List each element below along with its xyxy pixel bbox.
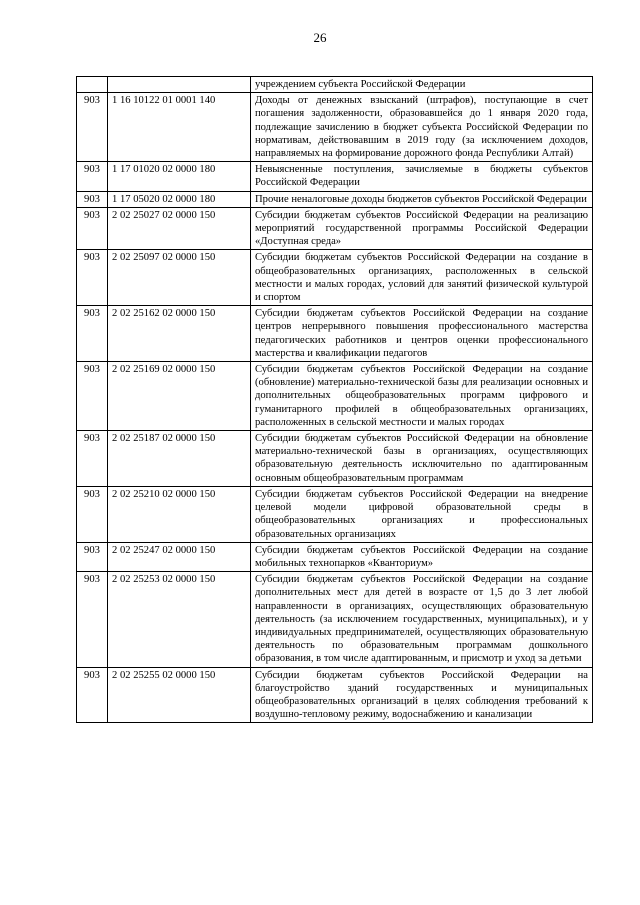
revenue-code-cell: 2 02 25027 02 0000 150 — [108, 207, 251, 250]
revenue-name-cell: Невыясненные поступления, зачисляемые в бюджеты субъектов Российской Федерации — [251, 162, 593, 191]
revenue-code-cell: 2 02 25253 02 0000 150 — [108, 572, 251, 667]
admin-code-cell: 903 — [77, 667, 108, 723]
revenue-name-cell: Субсидии бюджетам субъектов Российской Федерации на создание центров непрерывного повышения профессионального мастерства педагогических работников и центров оценки профессионального мастерства и квалификации педагогов — [251, 306, 593, 362]
admin-code-cell: 903 — [77, 306, 108, 362]
admin-code-cell: 903 — [77, 542, 108, 571]
revenue-code-cell — [108, 77, 251, 93]
admin-code-cell: 903 — [77, 431, 108, 487]
admin-code-cell — [77, 77, 108, 93]
table-row — [77, 250, 593, 306]
table-row — [77, 93, 593, 162]
revenue-code-cell: 1 17 01020 02 0000 180 — [108, 162, 251, 191]
revenue-name-cell: Прочие неналоговые доходы бюджетов субъектов Российской Федерации — [251, 191, 593, 207]
revenue-name-cell: Субсидии бюджетам субъектов Российской Федерации на благоустройство зданий государственных и муниципальных общеобразовательных организаций в целях соблюдения требований к воздушно-тепловому режиму, водоснабжению и канализации — [251, 667, 593, 723]
revenue-name-cell: Доходы от денежных взысканий (штрафов), поступающие в счет погашения задолженности, образовавшейся до 1 января 2020 года, подлежащие зачислению в бюджет субъекта Российской Федерации по нормативам, действовавшим в 2019 году (за исключением доходов, направляемых на формирование дорожного фонда Республики Алтай) — [251, 93, 593, 162]
revenue-name-cell: Субсидии бюджетам субъектов Российской Федерации на создание в общеобразовательных организациях, расположенных в сельской местности и малых городах, условий для занятий физической культурой и спортом — [251, 250, 593, 306]
admin-code-cell: 903 — [77, 162, 108, 191]
table-row — [77, 572, 593, 667]
revenue-codes-table — [76, 76, 593, 723]
revenue-code-cell: 2 02 25169 02 0000 150 — [108, 362, 251, 431]
revenue-name-cell: Субсидии бюджетам субъектов Российской Федерации на реализацию мероприятий государственной программы Российской Федерации «Доступная среда» — [251, 207, 593, 250]
table-row — [77, 162, 593, 191]
table-row — [77, 542, 593, 571]
admin-code-cell: 903 — [77, 191, 108, 207]
table-row — [77, 362, 593, 431]
revenue-name-cell: учреждением субъекта Российской Федерации — [251, 77, 593, 93]
table-row — [77, 306, 593, 362]
table-row — [77, 207, 593, 250]
revenue-code-cell: 1 16 10122 01 0001 140 — [108, 93, 251, 162]
revenue-name-cell: Субсидии бюджетам субъектов Российской Федерации на создание мобильных технопарков «Кванториум» — [251, 542, 593, 571]
table-row — [77, 77, 593, 93]
revenue-name-cell: Субсидии бюджетам субъектов Российской Федерации на внедрение целевой модели цифровой образовательной среды в общеобразовательных организациях и профессиональных образовательных организациях — [251, 486, 593, 542]
table-row — [77, 431, 593, 487]
revenue-name-cell: Субсидии бюджетам субъектов Российской Федерации на создание дополнительных мест для детей в возрасте от 1,5 до 3 лет любой направленности в организациях, осуществляющих образовательную деятельность (за исключением государственных, муниципальных), и у индивидуальных предпринимателей, осуществляющих образовательную деятельность по образовательным программам дошкольного образования, в том числе адаптированным, и присмотр и уход за детьми — [251, 572, 593, 667]
admin-code-cell: 903 — [77, 250, 108, 306]
table-row — [77, 486, 593, 542]
admin-code-cell: 903 — [77, 362, 108, 431]
admin-code-cell: 903 — [77, 207, 108, 250]
revenue-name-cell: Субсидии бюджетам субъектов Российской Федерации на обновление материально-технической базы в организациях, осуществляющих образовательную деятельность исключительно по адаптированным основным общеобразовательным программам — [251, 431, 593, 487]
revenue-name-cell: Субсидии бюджетам субъектов Российской Федерации на создание (обновление) материально-технической базы для реализации основных и дополнительных общеобразовательных программ цифрового и гуманитарного профилей в общеобразовательных организациях, расположенных в сельской местности и малых городах — [251, 362, 593, 431]
admin-code-cell: 903 — [77, 486, 108, 542]
table-row — [77, 191, 593, 207]
admin-code-cell: 903 — [77, 572, 108, 667]
page-number: 26 — [313, 30, 327, 45]
admin-code-cell: 903 — [77, 93, 108, 162]
revenue-code-cell: 2 02 25255 02 0000 150 — [108, 667, 251, 723]
revenue-code-cell: 2 02 25247 02 0000 150 — [108, 542, 251, 571]
revenue-code-cell: 2 02 25210 02 0000 150 — [108, 486, 251, 542]
table-row — [77, 667, 593, 723]
revenue-code-cell: 1 17 05020 02 0000 180 — [108, 191, 251, 207]
revenue-code-cell: 2 02 25097 02 0000 150 — [108, 250, 251, 306]
revenue-code-cell: 2 02 25162 02 0000 150 — [108, 306, 251, 362]
revenue-code-cell: 2 02 25187 02 0000 150 — [108, 431, 251, 487]
